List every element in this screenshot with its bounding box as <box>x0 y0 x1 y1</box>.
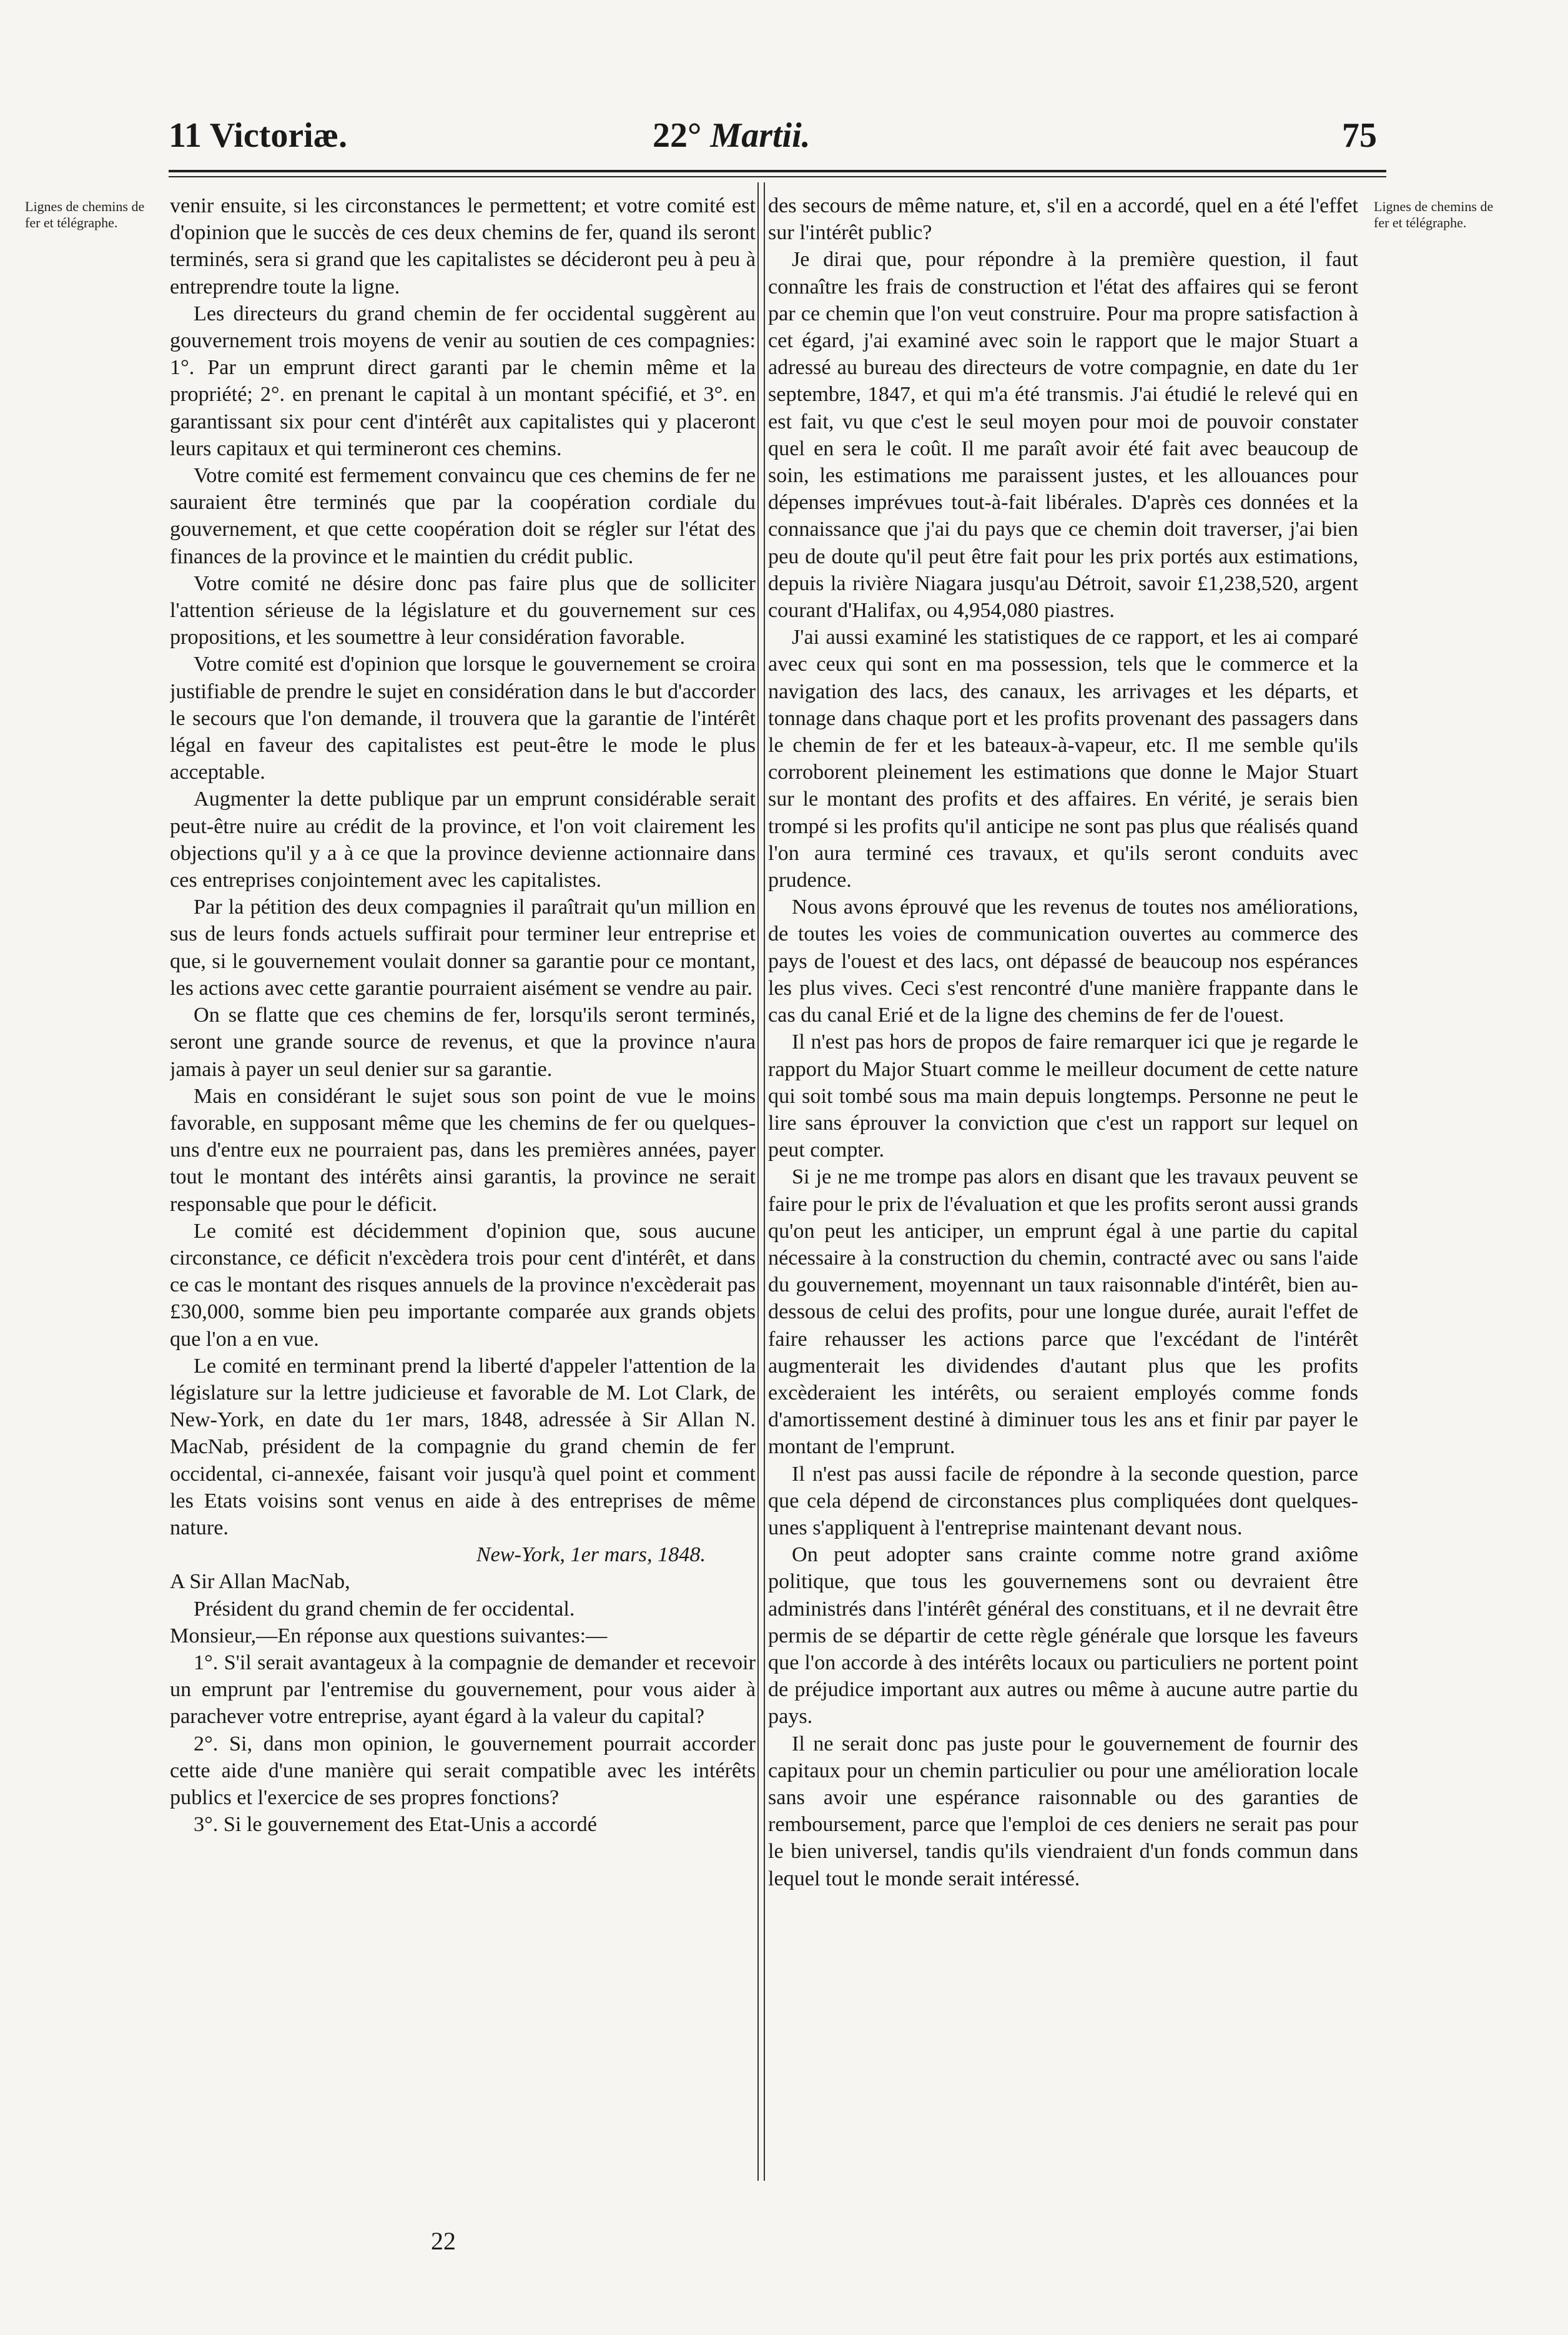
paragraph: Il n'est pas hors de propos de faire remarquer ici que je regarde le rapport du Major Stuart comme le meilleur document de cette nature qui soit tombé sous ma main depuis longtemps. Personne ne peut le lire sans éprouver la conviction que c'est un rapport sur lequel on peut compter. <box>768 1030 1358 1162</box>
paragraph: Par la pétition des deux compagnies il paraîtrait qu'un million en sus de leurs fonds actuels suffirait pour terminer leur entreprise et que, si le gouvernement voulait donner sa garantie pour ce montant, les actions avec cette garantie pourraient aisément se vendre au pair. <box>170 896 756 1000</box>
paragraph: Les directeurs du grand chemin de fer occidental suggèrent au gouvernement trois moyens de venir au soutien de ces compagnies: 1°. Par un emprunt direct garanti par le chemin même et la propriété; 2°. en prenant le capital à un montant spécifié, et 3°. en garantissant six pour cent d'intérêt aux capitalistes qui y placeront leurs capitaux et qui termineront ces chemins. <box>170 302 756 460</box>
paragraph: des secours de même nature, et, s'il en a accordé, quel en a été l'effet sur l'intérêt public? <box>768 194 1358 245</box>
paragraph: Je dirai que, pour répondre à la première question, il faut connaître les frais de construction et l'état des affaires qui se feront par ce chemin que l'on veut construire. Pour ma propre satisfaction à cet égard, j'ai examiné avec soin le rapport que le major Stuart a adressé au bureau des directeurs de votre compagnie, en date du 1er septembre, 1847, et qui m'a été transmis. J'ai étudié le relevé qui en est fait, vu que c'est le seul moyen pour moi de pouvoir constater quel en sera le coût. Il me paraît avoir été fait avec beaucoup de soin, les estimations me paraissent justes, et les allouances pour dépenses imprévues tout-à-fait libérales. D'après ces données et la connaissance que j'ai du pays que ce chemin doit traverser, j'ai bien peu de doute qu'il peut être fait pour les prix portés aux estimations, depuis la rivière Niagara jusqu'au Détroit, savoir £1,238,520, argent courant d'Halifax, ou 4,954,080 piastres. <box>768 248 1358 623</box>
letter-dateline-text: New-York, 1er mars, 1848. <box>476 1543 706 1567</box>
paragraph: Il n'est pas aussi facile de répondre à la seconde question, parce que cela dépend de circonstances plus compliquées dont quelques-unes s'appliquent à l'entreprise maintenant devant nous. <box>768 1462 1358 1539</box>
margin-note-right: Lignes de chemins de fer et télégraphe. <box>1374 199 1494 230</box>
session-date-number: 22° <box>653 116 702 155</box>
paragraph: Augmenter la dette publique par un emprunt considérable serait peut-être nuire au crédit de la province, et l'on voit clairement les objections qu'il y a à ce que la province devienne actionnaire dans ces entreprises conjointement avec les capitalistes. <box>170 787 756 892</box>
paragraph: venir ensuite, si les circonstances le permettent; et votre comité est d'opinion que le succès de ces deux chemins de fer, quand ils seront terminés, sera si grand que les capitalistes se décideront peu à peu à entreprendre toute la ligne. <box>170 194 756 299</box>
paragraph: Votre comité est fermement convaincu que ces chemins de fer ne sauraient être terminés que par la coopération cordiale du gouvernement, et que cette coopération doit se régler sur l'état des finances de la province et le maintien du crédit public. <box>170 464 756 568</box>
paragraph: Mais en considérant le sujet sous son point de vue le moins favorable, en supposant même que les chemins de fer ou quelques-uns d'entre eux ne pourraient pas, dans les premières années, payer tout le montant des intérêts ainsi garantis, la province ne serait responsable que pour le déficit. <box>170 1084 756 1216</box>
letter-addressee-title: Président du grand chemin de fer occidental. <box>194 1597 575 1621</box>
margin-note-left: Lignes de chemins de fer et télégraphe. <box>25 199 145 230</box>
paragraph: Le comité est décidemment d'opinion que, sous aucune circonstance, ce déficit n'excèdera trois pour cent d'intérêt, et dans ce cas le montant des risques annuels de la province n'excèderait pas £30,000, somme bien peu importante comparée aux grands objets que l'on a en vue. <box>170 1219 756 1351</box>
paragraph: Si je ne me trompe pas alors en disant que les travaux peuvent se faire pour le prix de l'évaluation et que les profits seront aussi grands qu'on peut les anticiper, un emprunt égal à une partie du capital nécessaire à la construction du chemin, contracté avec ou sans l'aide du gouvernement, moyennant un taux raisonnable d'intérêt, bien au-dessous de celui des profits, pour une longue durée, aurait l'effet de faire rehausser les actions parce que l'excédant de l'intérêt augmenterait les dividendes d'autant plus que les profits excèderaient les intérêts, ou seraient employés comme fonds d'amortissement destiné à diminuer tous les ans et finir par payer le montant de l'emprunt. <box>768 1165 1358 1459</box>
letter-salutation: Monsieur,—En réponse aux questions suivantes:— <box>170 1624 608 1647</box>
running-header <box>169 103 1377 172</box>
left-column <box>170 192 756 2178</box>
paragraph: On se flatte que ces chemins de fer, lorsqu'ils seront terminés, seront une grande source de revenus, et que la province n'aura jamais à payer un seul denier sur sa garantie. <box>170 1004 756 1081</box>
paragraph: Nous avons éprouvé que les revenus de toutes nos améliorations, de toutes les voies de communication ouvertes au commerce des pays de l'ouest et des lacs, ont dépassé de beaucoup nos espérances les plus vives. Ceci s'est rencontré d'une manière frappante dans le cas du canal Erié et de la ligne des chemins de fer de l'ouest. <box>768 896 1358 1027</box>
right-column <box>768 192 1358 2178</box>
session-date-word: Martii. <box>710 116 811 155</box>
paragraph: On peut adopter sans crainte comme notre grand axiôme politique, que tous les gouvernemens sont ou devraient être administrés dans l'intérêt général des constituans, et il ne devrait être permis de se départir de cette règle générale que lorsque les faveurs que l'on accorde à des intérêts locaux ou particuliers ne portent point de préjudice important aux autres ou même à aucune autre partie du pays. <box>768 1543 1358 1729</box>
paragraph: Le comité en terminant prend la liberté d'appeler l'attention de la législature sur la lettre judicieuse et favorable de M. Lot Clark, de New-York, en date du 1er mars, 1848, adressée à Sir Allan N. MacNab, président de la compagnie du grand chemin de fer occidental, ci-annexée, faisant voir jusqu'à quel point et comment les Etats voisins sont venus en aide à des entreprises de même nature. <box>170 1354 756 1539</box>
header-rule <box>169 170 1386 177</box>
session-date <box>653 116 811 156</box>
paragraph: J'ai aussi examiné les statistiques de ce rapport, et les ai comparé avec ceux qui sont en ma possession, tels que le commerce et la navigation des lacs, des canaux, les arrivages et les départs, et tonnage dans chaque port et les profits provenant des passagers dans le chemin de fer et les bateaux-à-vapeur, etc. Il me semble qu'ils corroborent pleinement les estimations que donne le Major Stuart sur le montant des profits et des affaires. En vérité, je serais bien trompé si les profits qu'il anticipe ne sont pas plus que réalisés quand l'on aura terminé ces travaux, et qu'ils seront conduits avec prudence. <box>768 626 1358 892</box>
letter-addressee: A Sir Allan MacNab, <box>170 1570 350 1594</box>
paragraph: Votre comité ne désire donc pas faire plus que de solliciter l'attention sérieuse de la législature et du gouvernement sur ces propositions, et les soumettre à leur considération favorable. <box>170 571 756 649</box>
paragraph: Votre comité est d'opinion que lorsque le gouvernement se croira justifiable de prendre le sujet en considération dans le but d'accorder le secours que l'on demande, il trouvera que la garantie de l'intérêt légal en faveur des capitalistes est peut-être le mode le plus acceptable. <box>170 653 756 784</box>
column-divider <box>757 182 765 2181</box>
letter-question-2: 2°. Si, dans mon opinion, le gouvernement pourrait accorder cette aide d'une manière qui serait compatible avec les intérêts publics et l'exercice de ses propres fonctions? <box>170 1732 756 1809</box>
signature-mark: 22 <box>431 2227 456 2255</box>
letter-dateline <box>170 1541 756 1568</box>
letter-question-3: 3°. Si le gouvernement des Etat-Unis a accordé <box>194 1813 597 1837</box>
page-number: 75 <box>1342 116 1377 155</box>
paragraph: Il ne serait donc pas juste pour le gouvernement de fournir des capitaux pour un chemin particulier ou pour une amélioration locale sans avoir une espérance raisonnable ou des garanties de remboursement, parce que l'emploi de ces deniers ne serait pas pour le bien universel, tandis qu'ils viendraient d'un fonds commun dans lequel tout le monde serait intéressé. <box>768 1732 1358 1890</box>
letter-question-1: 1°. S'il serait avantageux à la compagnie de demander et recevoir un emprunt par l'entremise du gouvernement, pour vous aider à parachever votre entreprise, ayant égard à la valeur du capital? <box>170 1651 756 1729</box>
regnal-year: 11 Victoriæ. <box>169 116 348 155</box>
